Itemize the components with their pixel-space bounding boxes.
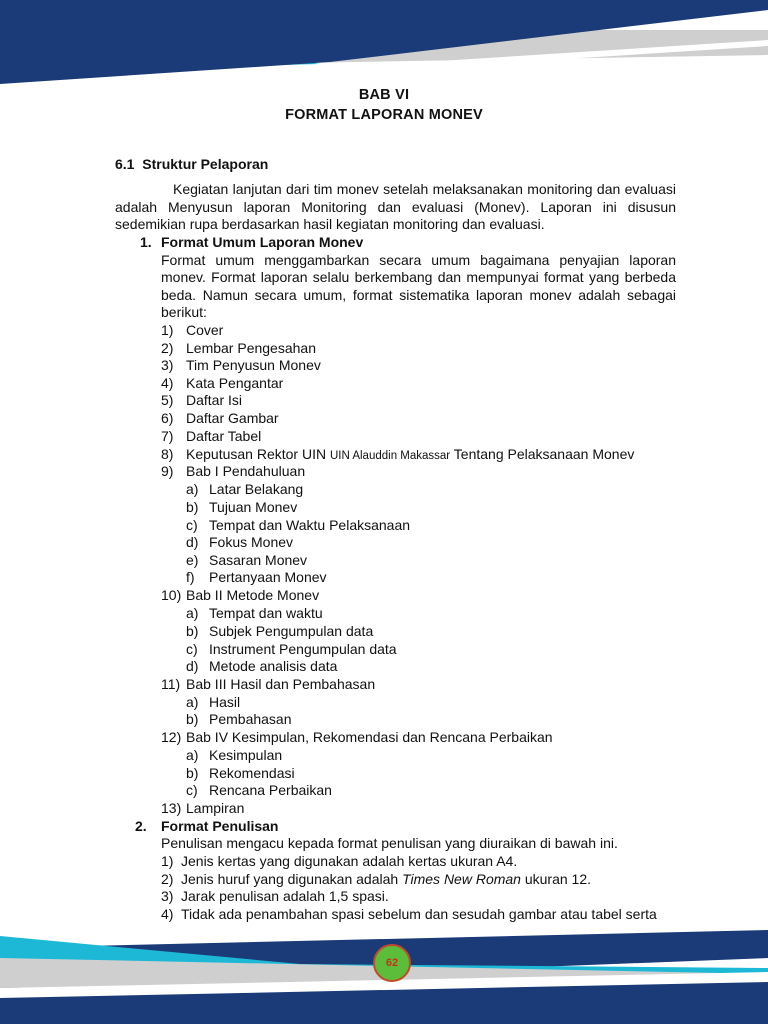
sub-item-letter: c) [186, 641, 198, 657]
header-decoration [0, 0, 768, 90]
list-item: Daftar Isi [186, 392, 243, 408]
list-item-number: 6) [161, 410, 174, 426]
chapter-label: BAB VI [358, 87, 410, 103]
sub-item: Tempat dan waktu [209, 605, 323, 621]
list-item-number: 7) [161, 428, 174, 444]
sub-item: Hasil [209, 694, 241, 710]
list-item-number: 4) [161, 375, 174, 391]
section-number: 6.1 [115, 156, 135, 172]
list-item-text: Keputusan Rektor UIN [186, 446, 327, 462]
list-item-number: 1) [161, 853, 174, 869]
list-item-number: 13) [161, 800, 182, 816]
list-item: Jenis kertas yang digunakan adalah kertas ukuran A4. [181, 853, 518, 869]
list-item-number: 8) [161, 446, 174, 462]
sub-item-letter: d) [186, 658, 199, 674]
list-item-number: 2) [161, 340, 174, 356]
sub-item-letter: b) [186, 499, 199, 515]
part1-number: 1. [140, 234, 152, 250]
sub-item-letter: c) [186, 517, 198, 533]
list-item: Jarak penulisan adalah 1,5 spasi. [181, 888, 389, 904]
sub-item-letter: b) [186, 623, 199, 639]
list-item: Lembar Pengesahan [186, 340, 316, 356]
sub-item-letter: b) [186, 711, 199, 727]
part1-title: Format Umum Laporan Monev [161, 234, 364, 250]
list-item-tail: ukuran 12. [524, 871, 592, 887]
sub-item: Rencana Perbaikan [209, 782, 332, 798]
sub-item: Rekomendasi [209, 765, 295, 781]
sub-item: Fokus Monev [209, 534, 294, 550]
paragraph-line: Kegiatan lanjutan dari tim monev setelah melaksanakan monitoring dan evaluasi [173, 181, 676, 197]
section-heading [115, 156, 268, 174]
page-number: 62 [385, 957, 399, 969]
list-item: Bab II Metode Monev [186, 587, 320, 603]
list-item-number: 12) [161, 729, 182, 745]
sub-item-letter: e) [186, 552, 199, 568]
list-item: Tim Penyusun Monev [186, 357, 321, 373]
intro-line: berikut: [161, 304, 207, 320]
list-item: Kata Pengantar [186, 375, 284, 391]
list-item: Bab IV Kesimpulan, Rekomendasi dan Rencana Perbaikan [186, 729, 553, 745]
sub-item-letter: d) [186, 534, 199, 550]
font-name: Times New Roman [402, 871, 521, 887]
paragraph-line: sedemikian rupa berdasarkan hasil kegiatan monitoring dan evaluasi. [115, 216, 545, 232]
list-item-number: 1) [161, 322, 174, 338]
sub-item: Tempat dan Waktu Pelaksanaan [209, 517, 411, 533]
sub-item-letter: b) [186, 765, 199, 781]
sub-item-letter: a) [186, 694, 199, 710]
section-title: Struktur Pelaporan [142, 156, 269, 172]
institution-name: UIN Alauddin Makassar [329, 450, 451, 462]
sub-item: Latar Belakang [209, 481, 304, 497]
list-item: Daftar Tabel [186, 428, 262, 444]
intro-line: beda. Namun secara umum, format sistematika laporan monev adalah sebagai [161, 287, 676, 303]
sub-item: Subjek Pengumpulan data [209, 623, 374, 639]
sub-item: Sasaran Monev [209, 552, 308, 568]
list-item [181, 871, 591, 889]
part2-number: 2. [135, 818, 147, 834]
intro-line: monev. Format laporan selalu berkembang dan mempunyai format yang berbeda [161, 269, 676, 285]
paragraph-line: adalah Menyusun laporan Monitoring dan evaluasi (Monev). Laporan ini disusun [115, 199, 676, 215]
list-item: Tidak ada penambahan spasi sebelum dan sesudah gambar atau tabel serta [181, 906, 657, 922]
list-item: Bab I Pendahuluan [186, 463, 306, 479]
sub-item-letter: a) [186, 747, 199, 763]
list-item-tail: Tentang Pelaksanaan Monev [453, 446, 635, 462]
list-item-number: 9) [161, 463, 174, 479]
sub-item: Instrument Pengumpulan data [209, 641, 397, 657]
part2-title: Format Penulisan [161, 818, 279, 834]
list-item-text: Jenis huruf yang digunakan adalah [181, 871, 399, 887]
list-item-number: 4) [161, 906, 174, 922]
list-item-number: 11) [161, 676, 181, 692]
list-item: Cover [186, 322, 224, 338]
page-number-badge [373, 944, 411, 982]
list-item: Daftar Gambar [186, 410, 279, 426]
list-item: Lampiran [186, 800, 245, 816]
sub-item: Pertanyaan Monev [209, 569, 327, 585]
intro-line: Format umum menggambarkan secara umum bagaimana penyajian laporan [161, 252, 676, 268]
list-item-number: 2) [161, 871, 174, 887]
sub-item: Kesimpulan [209, 747, 283, 763]
sub-item-letter: a) [186, 481, 199, 497]
list-item-number: 3) [161, 888, 174, 904]
chapter-title: FORMAT LAPORAN MONEV [285, 107, 483, 123]
list-item-number: 5) [161, 392, 174, 408]
sub-item: Tujuan Monev [209, 499, 298, 515]
sub-item-letter: f) [186, 569, 195, 585]
sub-item-letter: c) [186, 782, 198, 798]
sub-item: Pembahasan [209, 711, 292, 727]
list-item: Bab III Hasil dan Pembahasan [186, 676, 376, 692]
list-item-number: 3) [161, 357, 174, 373]
list-item-number: 10) [161, 587, 182, 603]
part2-intro: Penulisan mengacu kepada format penulisan yang diuraikan di bawah ini. [161, 835, 618, 851]
sub-item-letter: a) [186, 605, 199, 621]
sub-item: Metode analisis data [209, 658, 338, 674]
